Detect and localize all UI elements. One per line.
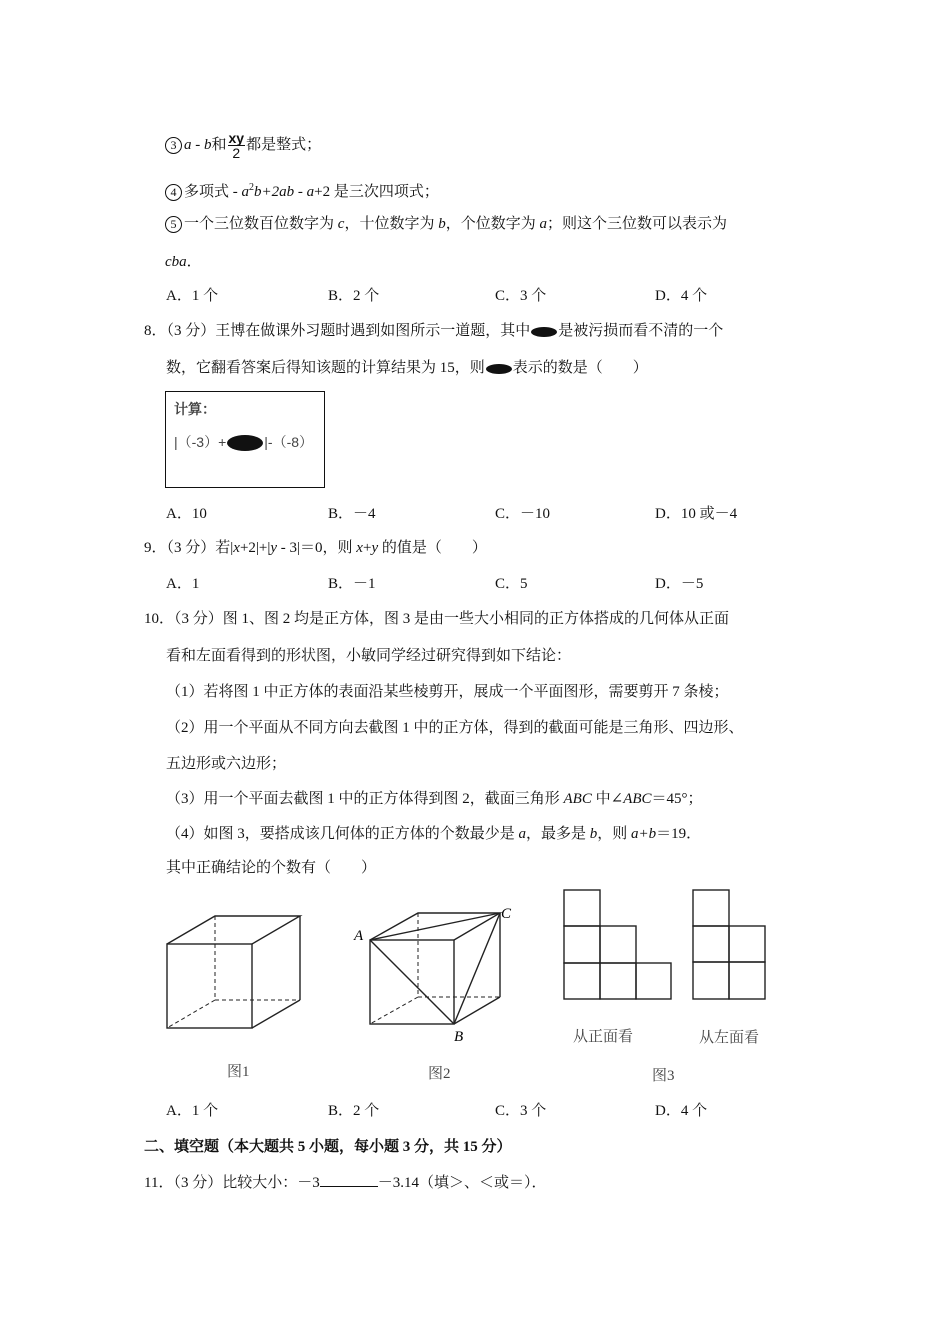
- text: -: [191, 136, 204, 153]
- text: －3.14（填＞、＜或＝）．: [377, 1175, 547, 1191]
- text: ＝19．: [656, 826, 702, 842]
- q10-option-c: C．3 个: [495, 1103, 547, 1119]
- q8-option-d: D．10 或－4: [655, 506, 738, 522]
- q9-option-c: C．5: [495, 576, 528, 592]
- figure-1-caption: 图1: [227, 1064, 250, 1080]
- section-2-title: 二、填空题（本大题共 5 小题，每小题 3 分，共 15 分）: [144, 1139, 512, 1155]
- q10-option-a: A．1 个: [166, 1103, 219, 1119]
- q10-option-b: B．2 个: [328, 1103, 380, 1119]
- text: 是被污损而看不清的一个: [558, 323, 724, 339]
- fraction: [228, 131, 246, 160]
- q8-option-c: C．－10: [495, 506, 551, 522]
- figure-2-caption: 图2: [428, 1066, 451, 1082]
- figure-1-cube: [167, 916, 300, 1028]
- q7-item-5: [165, 214, 727, 234]
- ink-blot-icon: [531, 327, 557, 337]
- text: b+2: [254, 184, 280, 200]
- text: 的值是（ ）: [378, 540, 487, 556]
- text: - 3|＝0，则: [277, 540, 357, 556]
- var: y: [270, 540, 278, 556]
- q8-figure-box: [165, 391, 325, 488]
- text: ，十位数字为: [344, 216, 439, 232]
- text: |（-3）+: [174, 434, 227, 450]
- left-view-label: 从左面看: [699, 1030, 760, 1046]
- var: b: [204, 136, 212, 153]
- q7-option-b: B．2 个: [328, 288, 380, 304]
- q10-conclusion-2-cont: 五边形或六边形；: [166, 756, 287, 772]
- answer-blank[interactable]: [320, 1172, 378, 1187]
- figure-2-cube-section: [370, 913, 500, 1024]
- ink-blot-icon: [486, 364, 512, 374]
- text: ，则: [597, 826, 632, 842]
- q10-conclusion-1: （1）若将图 1 中正方体的表面沿某些棱剪开，展成一个平面图形，需要剪开 7 条棱；: [166, 684, 729, 700]
- denominator: 2: [232, 145, 241, 161]
- q10-line-1: 10．（3 分）图 1、图 2 均是正方体，图 3 是由一些大小相同的正方体搭成的几何体从正面: [144, 611, 730, 627]
- q7-option-c: C．3 个: [495, 288, 547, 304]
- box-title: 计算：: [174, 401, 216, 417]
- text: 一个三位数百位数字为: [184, 216, 338, 232]
- text: 数，它翻看答案后得知该题的计算结果为 15，则: [166, 360, 485, 376]
- var: c: [337, 216, 345, 232]
- var: y: [371, 540, 379, 556]
- text: 11．（3 分）比较大小：－3: [144, 1175, 320, 1191]
- ink-blot-icon: [227, 435, 263, 451]
- var: cba: [165, 254, 187, 270]
- var: a: [539, 216, 547, 232]
- text: 都是整式；: [246, 136, 322, 153]
- var: ABC: [563, 791, 592, 807]
- q10-line-2: 看和左面看得到的形状图，小敏同学经过研究得到如下结论：: [166, 648, 572, 664]
- q9-option-b: B．－1: [328, 576, 376, 592]
- q11-question: [144, 1172, 546, 1193]
- text: ，个位数字为: [445, 216, 540, 232]
- q10-conclusion-2: （2）用一个平面从不同方向去截图 1 中的正方体，得到的截面可能是三角形、四边形、: [166, 720, 744, 736]
- front-view-grid: [564, 890, 671, 999]
- text: （3）用一个平面去截图 1 中的正方体得到图 2，截面三角形: [166, 791, 564, 807]
- q7-item-3: [165, 131, 321, 160]
- text: ＝45°；: [651, 791, 703, 807]
- q8-line-1: [144, 321, 723, 341]
- circled-number: 3: [165, 137, 182, 154]
- box-expression: [174, 432, 313, 452]
- circled-number: 4: [165, 184, 182, 201]
- q7-item-4: [165, 178, 439, 202]
- q10-conclusion-4: [166, 824, 701, 844]
- q7-option-a: A．1 个: [166, 288, 219, 304]
- var: ABC: [623, 791, 652, 807]
- q9-option-a: A．1: [166, 576, 200, 592]
- text: 多项式 -: [184, 184, 242, 200]
- q9-option-d: D．－5: [655, 576, 704, 592]
- label-a: A: [354, 928, 364, 944]
- q7-option-d: D．4 个: [655, 288, 708, 304]
- front-view-label: 从正面看: [573, 1029, 634, 1045]
- text: 8．（3 分）王博在做课外习题时遇到如图所示一道题，其中: [144, 323, 531, 339]
- q10-question: 其中正确结论的个数有（ ）: [166, 860, 377, 876]
- text: +2 是三次四项式；: [314, 184, 439, 200]
- text: 9．（3 分）若|: [144, 540, 234, 556]
- label-b: B: [454, 1029, 464, 1045]
- var: a: [518, 826, 527, 842]
- q8-option-b: B．－4: [328, 506, 376, 522]
- text: |-（-8）: [264, 434, 314, 450]
- var: a: [306, 184, 315, 200]
- q10-conclusion-3: [166, 789, 703, 809]
- text: ．: [186, 254, 202, 270]
- text: +: [362, 540, 372, 556]
- label-c: C: [501, 906, 512, 922]
- figure-3-caption: 图3: [652, 1068, 675, 1084]
- text: 表示的数是（ ）: [512, 360, 648, 376]
- superscript: 2: [249, 182, 254, 193]
- circled-number: 5: [165, 216, 182, 233]
- text: （4）如图 3，要搭成该几何体的正方体的个数最少是: [166, 826, 519, 842]
- q8-option-a: A．10: [166, 506, 207, 522]
- text: ，最多是: [526, 826, 590, 842]
- text: +2|+|: [239, 540, 271, 556]
- numerator: xy: [228, 130, 245, 146]
- text: -: [294, 184, 307, 200]
- text: ；则这个三位数可以表示为: [546, 216, 727, 232]
- var: x: [233, 540, 240, 556]
- text: 和: [211, 136, 227, 153]
- q7-item-5-cont: [165, 252, 202, 272]
- var: a+b: [631, 826, 657, 842]
- q10-option-d: D．4 个: [655, 1103, 708, 1119]
- q9-question: [144, 538, 487, 558]
- var: a: [184, 136, 192, 153]
- var: b: [438, 216, 446, 232]
- var: a: [241, 184, 249, 200]
- text: 中∠: [591, 791, 624, 807]
- left-view-grid: [693, 890, 765, 999]
- var: x: [356, 540, 363, 556]
- var: b: [589, 826, 598, 842]
- var: ab: [279, 184, 295, 200]
- q8-line-2: [166, 358, 648, 378]
